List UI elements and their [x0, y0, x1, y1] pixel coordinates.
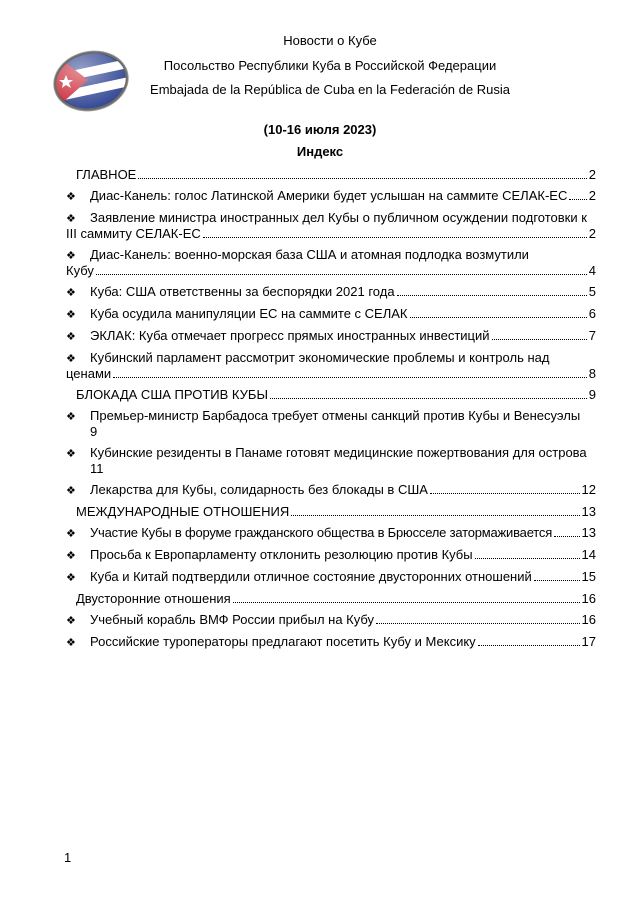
toc-page: 2 [588, 226, 596, 241]
cuba-flag-logo [52, 42, 130, 120]
toc-entry-label: Куба осудила манипуляции ЕС на саммите с СЕЛАК [90, 306, 408, 321]
diamond-bullet-icon: ❖ [66, 550, 76, 562]
toc-page: 16 [581, 612, 596, 627]
toc-page: 17 [581, 634, 596, 649]
toc-page: 14 [581, 547, 596, 562]
leader-dots [410, 317, 587, 318]
leader-dots [291, 515, 579, 516]
leader-dots [569, 199, 586, 200]
diamond-bullet-icon: ❖ [66, 411, 76, 423]
leader-dots [270, 398, 587, 399]
toc-page: 13 [581, 525, 596, 540]
page-number: 1 [64, 850, 72, 865]
header-embassy-es: Embajada de la República de Cuba en la Federación de Rusia [150, 82, 510, 97]
toc-entry[interactable] [66, 569, 596, 586]
toc-page: 7 [588, 328, 596, 343]
index-title: Индекс [296, 144, 344, 159]
leader-dots [534, 580, 580, 581]
leader-dots [478, 645, 580, 646]
diamond-bullet-icon: ❖ [66, 485, 76, 497]
toc-entry[interactable] [66, 328, 596, 345]
leader-dots [475, 558, 580, 559]
diamond-bullet-icon: ❖ [66, 191, 76, 203]
toc-entry-label: Учебный корабль ВМФ России прибыл на Кубу [90, 612, 375, 627]
toc-section-label: БЛОКАДА США ПРОТИВ КУБЫ [76, 387, 268, 402]
toc-entry-label: Участие Кубы в форуме гражданского общества в Брюсселе затормаживается [90, 525, 553, 540]
toc-page: 2 [588, 167, 596, 182]
toc-entry-label: Российские туроператоры предлагают посетить Кубу и Мексику [90, 634, 476, 649]
toc-entry[interactable] [66, 350, 596, 382]
toc-page: 16 [581, 591, 596, 606]
toc-entry-label-cont: III саммиту СЕЛАК-ЕС [66, 226, 201, 241]
toc-entry-label: Куба и Китай подтвердили отличное состояние двусторонних отношений [90, 569, 532, 584]
toc-entry-label: Диас-Канель: военно-морская база США и атомная подлодка возмутили [90, 247, 529, 262]
leader-dots [554, 536, 579, 537]
leader-dots [113, 377, 587, 378]
diamond-bullet-icon: ❖ [66, 637, 76, 649]
toc-entry-label-cont: ценами [66, 366, 112, 381]
toc-entry[interactable] [66, 445, 596, 477]
leader-dots [96, 274, 587, 275]
toc-section-label: ГЛАВНОЕ [76, 167, 137, 182]
toc-page: 12 [581, 482, 596, 497]
toc-section-label: Двусторонние отношения [76, 591, 231, 606]
toc-section-label: МЕЖДУНАРОДНЫЕ ОТНОШЕНИЯ [76, 504, 290, 519]
toc-entry[interactable] [66, 408, 596, 440]
diamond-bullet-icon: ❖ [66, 331, 76, 343]
header-title: Новости о Кубе [283, 33, 377, 48]
diamond-bullet-icon: ❖ [66, 353, 76, 365]
toc-entry-label: Просьба к Европарламенту отклонить резолюцию против Кубы [90, 547, 473, 562]
toc-page: 9 [588, 387, 596, 402]
toc-section[interactable] [66, 387, 596, 403]
toc-page: 13 [581, 504, 596, 519]
toc-section[interactable] [66, 504, 596, 520]
toc-entry[interactable] [66, 284, 596, 301]
toc-entry[interactable] [66, 247, 596, 279]
toc-entry-label: Премьер-министр Барбадоса требует отмены санкций против Кубы и Венесуэлы [90, 408, 581, 423]
toc-page: 15 [581, 569, 596, 584]
toc-entry[interactable] [66, 210, 596, 242]
diamond-bullet-icon: ❖ [66, 448, 76, 460]
toc-entry[interactable] [66, 612, 596, 629]
toc-page: 2 [588, 188, 596, 203]
toc-entry-label: Кубинский парламент рассмотрит экономические проблемы и контроль над [90, 350, 550, 365]
diamond-bullet-icon: ❖ [66, 309, 76, 321]
toc-entry-label: Заявление министра иностранных дел Кубы о публичном осуждении подготовки к [90, 210, 587, 225]
toc-page: 11 [90, 461, 104, 476]
toc-page: 6 [588, 306, 596, 321]
leader-dots [233, 602, 580, 603]
leader-dots [430, 493, 580, 494]
toc-entry[interactable] [66, 306, 596, 323]
date-range: (10-16 июля 2023) [263, 122, 377, 137]
diamond-bullet-icon: ❖ [66, 615, 76, 627]
header-embassy-ru: Посольство Республики Куба в Российской Федерации [163, 58, 497, 73]
toc-entry[interactable] [66, 547, 596, 564]
toc-entry-label-cont: Кубу [66, 263, 94, 278]
table-of-contents [66, 162, 596, 651]
toc-entry[interactable] [66, 188, 596, 205]
toc-page: 5 [588, 284, 596, 299]
toc-entry-label: Куба: США ответственны за беспорядки 2021 года [90, 284, 395, 299]
toc-entry[interactable] [66, 634, 596, 651]
toc-page: 4 [588, 263, 596, 278]
diamond-bullet-icon: ❖ [66, 528, 76, 540]
toc-page: 8 [588, 366, 596, 381]
diamond-bullet-icon: ❖ [66, 213, 76, 225]
leader-dots [203, 237, 587, 238]
toc-entry-label: Диас-Канель: голос Латинской Америки будет услышан на саммите СЕЛАК-ЕС [90, 188, 568, 203]
leader-dots [376, 623, 579, 624]
leader-dots [492, 339, 587, 340]
leader-dots [397, 295, 587, 296]
diamond-bullet-icon: ❖ [66, 287, 76, 299]
toc-entry[interactable] [66, 482, 596, 499]
toc-entry-label: Лекарства для Кубы, солидарность без блокады в США [90, 482, 428, 497]
leader-dots [138, 178, 586, 179]
toc-section[interactable] [66, 591, 596, 607]
toc-entry[interactable] [66, 525, 596, 542]
toc-page: 9 [90, 424, 98, 439]
diamond-bullet-icon: ❖ [66, 572, 76, 584]
toc-entry-label: Кубинские резиденты в Панаме готовят медицинские пожертвования для острова [90, 445, 587, 460]
toc-section[interactable] [66, 167, 596, 183]
diamond-bullet-icon: ❖ [66, 250, 76, 262]
toc-entry-label: ЭКЛАК: Куба отмечает прогресс прямых иностранных инвестиций [90, 328, 490, 343]
